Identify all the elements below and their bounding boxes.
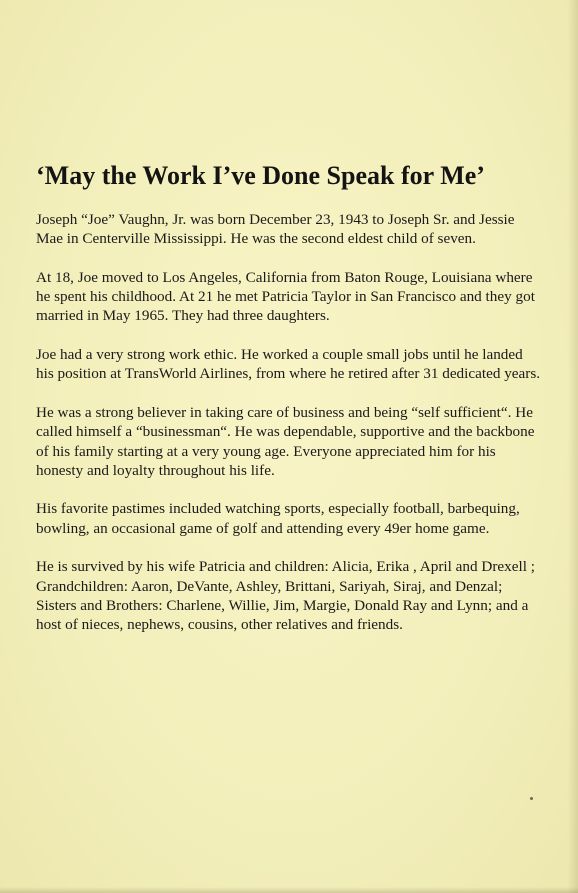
paragraph-character: He was a strong believer in taking care of business and being “self sufficient“. He called himself a “businessman“. He was dependable, supportive and the backbone of his family starting at a very young age. Everyone appreciated him for his honesty and loyalty throughout his life. bbox=[36, 403, 535, 479]
page-bottom-edge bbox=[0, 887, 578, 893]
paper-speck bbox=[530, 797, 533, 800]
paragraph-survivors: He is survived by his wife Patricia and children: Alicia, Erika , April and Drexell ; Grandchildren: Aaron, DeVante, Ashley, Brittani, Sariyah, Siraj, and Denzal; Sisters and Brothers: Charlene, Willie, Jim, Margie, Donald Ray and Lynn; and a host of nieces, nephews, cousins, other relatives and friends. bbox=[36, 558, 535, 634]
paragraph-move-and-marriage: At 18, Joe moved to Los Angeles, California from Baton Rouge, Louisiana where he spent his childhood. At 21 he met Patricia Taylor in San Francisco and they got married in May 1965. They had three daughters. bbox=[36, 268, 535, 325]
paragraph-work-ethic: Joe had a very strong work ethic. He worked a couple small jobs until he landed his position at TransWorld Airlines, from where he retired after 31 dedicated years. bbox=[36, 346, 541, 383]
paragraph-pastimes: His favorite pastimes included watching sports, especially football, barbequing, bowling, an occasional game of golf and attending every 49er home game. bbox=[36, 500, 520, 537]
page-title: ‘May the Work I’ve Done Speak for Me’ bbox=[36, 161, 485, 190]
obituary-body bbox=[36, 210, 541, 654]
page-fold-shadow bbox=[568, 0, 578, 893]
paragraph-birth: Joseph “Joe” Vaughn, Jr. was born December 23, 1943 to Joseph Sr. and Jessie Mae in Centerville Mississippi. He was the second eldest child of seven. bbox=[36, 211, 515, 248]
